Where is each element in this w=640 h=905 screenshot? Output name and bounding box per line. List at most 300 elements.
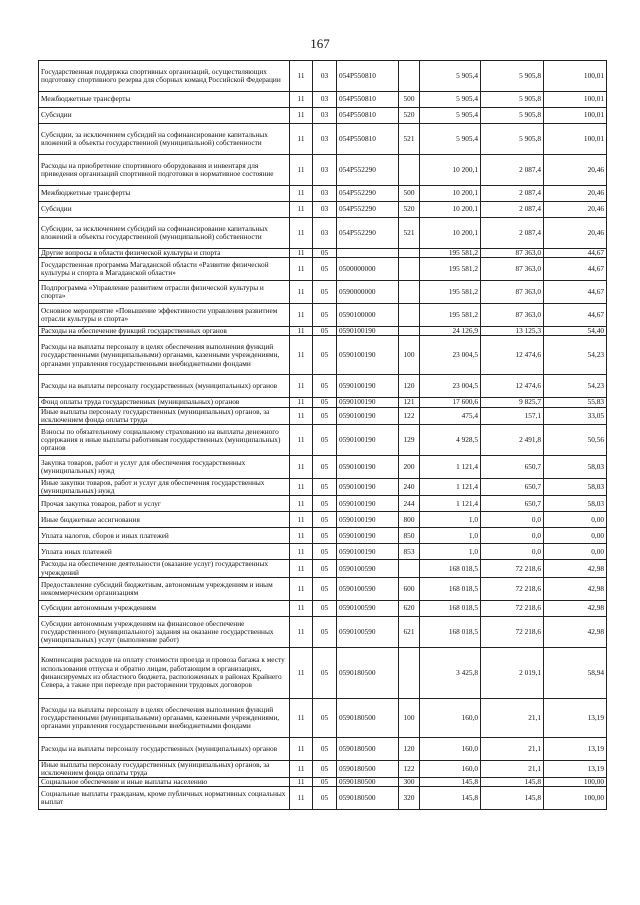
row-execution-percent: 54,23 bbox=[544, 336, 607, 375]
row-execution-percent: 55,83 bbox=[544, 398, 607, 407]
row-subsection: 03 bbox=[313, 92, 337, 108]
row-target-article: 0590100190 bbox=[337, 407, 399, 424]
row-expense-type: 521 bbox=[399, 218, 420, 249]
row-execution-percent: 58,94 bbox=[544, 647, 607, 698]
row-plan-value: 1,0 bbox=[420, 528, 481, 544]
row-subsection: 03 bbox=[313, 124, 337, 155]
row-target-article: 0590100590 bbox=[337, 600, 399, 616]
row-name: Уплата налогов, сборов и иных платежей bbox=[39, 528, 290, 544]
row-plan-value: 1,0 bbox=[420, 544, 481, 560]
row-name: Субсидии, за исключением субсидий на софинансирование капитальных вложений в объекты государственной (муниципальной) собственности bbox=[39, 218, 290, 249]
table-row bbox=[39, 787, 607, 810]
table-row bbox=[39, 249, 607, 258]
table-row bbox=[39, 512, 607, 528]
row-execution-percent: 20,46 bbox=[544, 202, 607, 218]
row-name: Расходы на приобретение спортивного оборудования и инвентаря для приведения организаций спортивной подготовки в нормативное состояние bbox=[39, 155, 290, 186]
row-execution-percent: 100,00 bbox=[544, 778, 607, 787]
row-execution-percent: 13,19 bbox=[544, 698, 607, 737]
row-execution-percent: 100,01 bbox=[544, 124, 607, 155]
row-section: 11 bbox=[290, 698, 313, 737]
row-target-article: 0500000000 bbox=[337, 258, 399, 281]
row-target-article: 0590100190 bbox=[337, 425, 399, 456]
table-row bbox=[39, 375, 607, 398]
row-subsection: 03 bbox=[313, 202, 337, 218]
row-name: Межбюджетные трансферты bbox=[39, 186, 290, 202]
row-plan-value: 10 200,1 bbox=[420, 186, 481, 202]
row-execution-percent: 13,19 bbox=[544, 737, 607, 760]
row-section: 11 bbox=[290, 456, 313, 479]
row-plan-value: 168 018,5 bbox=[420, 560, 481, 577]
row-plan-value: 160,0 bbox=[420, 760, 481, 777]
row-name: Субсидии автономным учреждениям на финансовое обеспечение государственного (муниципального) задания на оказание государственных (муниципальных) услуг (выполнение работ) bbox=[39, 616, 290, 647]
row-name: Государственная программа Магаданской области «Развитие физической культуры и спорта в Магаданской области» bbox=[39, 258, 290, 281]
table-row bbox=[39, 456, 607, 479]
row-actual-value: 21,1 bbox=[481, 737, 544, 760]
row-section: 11 bbox=[290, 281, 313, 304]
row-target-article: 0590180500 bbox=[337, 737, 399, 760]
row-expense-type: 850 bbox=[399, 528, 420, 544]
row-execution-percent: 44,67 bbox=[544, 281, 607, 304]
row-subsection: 05 bbox=[313, 647, 337, 698]
row-execution-percent: 33,05 bbox=[544, 407, 607, 424]
row-expense-type bbox=[399, 249, 420, 258]
table-row bbox=[39, 407, 607, 424]
row-subsection: 05 bbox=[313, 616, 337, 647]
row-plan-value: 168 018,5 bbox=[420, 600, 481, 616]
row-expense-type: 244 bbox=[399, 496, 420, 512]
row-expense-type: 100 bbox=[399, 336, 420, 375]
row-expense-type bbox=[399, 327, 420, 336]
table-row bbox=[39, 600, 607, 616]
row-actual-value: 21,1 bbox=[481, 698, 544, 737]
row-target-article: 0590100000 bbox=[337, 304, 399, 327]
row-plan-value: 195 581,2 bbox=[420, 304, 481, 327]
row-execution-percent: 100,01 bbox=[544, 61, 607, 92]
row-expense-type: 122 bbox=[399, 407, 420, 424]
row-plan-value: 1 121,4 bbox=[420, 479, 481, 496]
row-name: Расходы на выплаты персоналу в целях обеспечения выполнения функций государственными (муниципальными) органами, казенными учреждениями, органами управления государственными внебюджетными фондами bbox=[39, 698, 290, 737]
row-actual-value: 650,7 bbox=[481, 456, 544, 479]
row-expense-type bbox=[399, 155, 420, 186]
row-expense-type: 853 bbox=[399, 544, 420, 560]
row-actual-value: 72 218,6 bbox=[481, 616, 544, 647]
row-plan-value: 5 905,4 bbox=[420, 61, 481, 92]
row-section: 11 bbox=[290, 560, 313, 577]
table-row bbox=[39, 616, 607, 647]
row-actual-value: 650,7 bbox=[481, 479, 544, 496]
row-subsection: 05 bbox=[313, 375, 337, 398]
row-section: 11 bbox=[290, 218, 313, 249]
row-expense-type: 122 bbox=[399, 760, 420, 777]
row-name: Уплата иных платежей bbox=[39, 544, 290, 560]
row-execution-percent: 54,23 bbox=[544, 375, 607, 398]
row-actual-value: 13 125,3 bbox=[481, 327, 544, 336]
row-name: Другие вопросы в области физической культуры и спорта bbox=[39, 249, 290, 258]
row-plan-value: 1,0 bbox=[420, 512, 481, 528]
row-actual-value: 5 905,8 bbox=[481, 108, 544, 124]
row-actual-value: 5 905,8 bbox=[481, 61, 544, 92]
row-name: Межбюджетные трансферты bbox=[39, 92, 290, 108]
row-execution-percent: 44,67 bbox=[544, 304, 607, 327]
row-name: Социальное обеспечение и иные выплаты населению bbox=[39, 778, 290, 787]
row-plan-value: 3 425,8 bbox=[420, 647, 481, 698]
row-section: 11 bbox=[290, 398, 313, 407]
row-target-article: 0590100190 bbox=[337, 336, 399, 375]
row-section: 11 bbox=[290, 186, 313, 202]
row-section: 11 bbox=[290, 577, 313, 600]
row-expense-type bbox=[399, 647, 420, 698]
row-execution-percent: 20,46 bbox=[544, 218, 607, 249]
row-name: Государственная поддержка спортивных организаций, осуществляющих подготовку спортивного резерва для сборных команд Российской Федерации bbox=[39, 61, 290, 92]
row-subsection: 05 bbox=[313, 737, 337, 760]
table-row bbox=[39, 281, 607, 304]
row-name: Основное мероприятие «Повышение эффективности управления развитием отрасли культуры и спорта» bbox=[39, 304, 290, 327]
row-actual-value: 87 363,0 bbox=[481, 281, 544, 304]
row-section: 11 bbox=[290, 778, 313, 787]
row-name: Субсидии автономным учреждениям bbox=[39, 600, 290, 616]
row-execution-percent: 44,67 bbox=[544, 258, 607, 281]
table-row bbox=[39, 544, 607, 560]
row-subsection: 05 bbox=[313, 560, 337, 577]
table-row bbox=[39, 528, 607, 544]
row-section: 11 bbox=[290, 61, 313, 92]
row-name: Иные закупки товаров, работ и услуг для обеспечения государственных (муниципальных) нужд bbox=[39, 479, 290, 496]
row-target-article: 0590100190 bbox=[337, 544, 399, 560]
row-subsection: 05 bbox=[313, 577, 337, 600]
row-section: 11 bbox=[290, 512, 313, 528]
row-plan-value: 10 200,1 bbox=[420, 218, 481, 249]
row-target-article: 0590100190 bbox=[337, 528, 399, 544]
row-plan-value: 1 121,4 bbox=[420, 496, 481, 512]
row-execution-percent: 58,03 bbox=[544, 479, 607, 496]
row-section: 11 bbox=[290, 375, 313, 398]
row-section: 11 bbox=[290, 155, 313, 186]
row-execution-percent: 0,00 bbox=[544, 528, 607, 544]
row-actual-value: 145,8 bbox=[481, 787, 544, 810]
row-actual-value: 72 218,6 bbox=[481, 600, 544, 616]
row-name: Закупка товаров, работ и услуг для обеспечения государственных (муниципальных) нужд bbox=[39, 456, 290, 479]
row-expense-type: 520 bbox=[399, 202, 420, 218]
row-actual-value: 157,1 bbox=[481, 407, 544, 424]
row-section: 11 bbox=[290, 336, 313, 375]
table-row bbox=[39, 425, 607, 456]
row-section: 11 bbox=[290, 407, 313, 424]
row-expense-type: 240 bbox=[399, 479, 420, 496]
row-expense-type: 621 bbox=[399, 616, 420, 647]
row-plan-value: 23 004,5 bbox=[420, 375, 481, 398]
row-name: Социальные выплаты гражданам, кроме публичных нормативных социальных выплат bbox=[39, 787, 290, 810]
row-plan-value: 5 905,4 bbox=[420, 108, 481, 124]
row-name: Иные выплаты персоналу государственных (муниципальных) органов, за исключением фонда оплаты труда bbox=[39, 407, 290, 424]
row-subsection: 05 bbox=[313, 698, 337, 737]
table-row bbox=[39, 92, 607, 108]
row-section: 11 bbox=[290, 737, 313, 760]
row-actual-value: 9 825,7 bbox=[481, 398, 544, 407]
row-plan-value: 17 600,6 bbox=[420, 398, 481, 407]
row-expense-type: 600 bbox=[399, 577, 420, 600]
row-target-article: 0590100190 bbox=[337, 327, 399, 336]
row-section: 11 bbox=[290, 787, 313, 810]
row-target-article: 0590100590 bbox=[337, 560, 399, 577]
row-subsection: 05 bbox=[313, 258, 337, 281]
row-target-article: 0590180500 bbox=[337, 778, 399, 787]
row-subsection: 03 bbox=[313, 155, 337, 186]
row-plan-value: 475,4 bbox=[420, 407, 481, 424]
row-execution-percent: 42,98 bbox=[544, 616, 607, 647]
row-expense-type: 121 bbox=[399, 398, 420, 407]
row-expense-type: 320 bbox=[399, 787, 420, 810]
row-subsection: 05 bbox=[313, 407, 337, 424]
row-plan-value: 1 121,4 bbox=[420, 456, 481, 479]
row-target-article: 054P550810 bbox=[337, 108, 399, 124]
row-name: Расходы на обеспечение деятельности (оказание услуг) государственных учреждений bbox=[39, 560, 290, 577]
row-target-article: 054P552290 bbox=[337, 218, 399, 249]
row-name: Расходы на выплаты персоналу государственных (муниципальных) органов bbox=[39, 375, 290, 398]
page-number: 167 bbox=[310, 36, 330, 51]
row-subsection: 05 bbox=[313, 336, 337, 375]
row-name: Расходы на обеспечение функций государственных органов bbox=[39, 327, 290, 336]
row-subsection: 05 bbox=[313, 456, 337, 479]
row-section: 11 bbox=[290, 124, 313, 155]
row-execution-percent: 42,98 bbox=[544, 600, 607, 616]
row-plan-value: 23 004,5 bbox=[420, 336, 481, 375]
row-actual-value: 0,0 bbox=[481, 512, 544, 528]
row-name: Предоставление субсидий бюджетным, автономным учреждениям и иным некоммерческим организациям bbox=[39, 577, 290, 600]
row-actual-value: 145,8 bbox=[481, 778, 544, 787]
row-subsection: 05 bbox=[313, 281, 337, 304]
row-expense-type: 300 bbox=[399, 778, 420, 787]
table-row bbox=[39, 577, 607, 600]
row-plan-value: 145,8 bbox=[420, 787, 481, 810]
row-expense-type: 129 bbox=[399, 425, 420, 456]
row-target-article bbox=[337, 249, 399, 258]
table-row bbox=[39, 61, 607, 92]
table-body bbox=[39, 61, 607, 810]
row-section: 11 bbox=[290, 304, 313, 327]
row-section: 11 bbox=[290, 616, 313, 647]
row-execution-percent: 13,19 bbox=[544, 760, 607, 777]
row-execution-percent: 42,98 bbox=[544, 577, 607, 600]
row-subsection: 05 bbox=[313, 327, 337, 336]
table-row bbox=[39, 327, 607, 336]
row-target-article: 0590100190 bbox=[337, 375, 399, 398]
row-subsection: 05 bbox=[313, 544, 337, 560]
row-actual-value: 87 363,0 bbox=[481, 249, 544, 258]
row-expense-type bbox=[399, 61, 420, 92]
row-execution-percent: 20,46 bbox=[544, 155, 607, 186]
row-target-article: 0590180500 bbox=[337, 698, 399, 737]
table-row bbox=[39, 560, 607, 577]
row-plan-value: 10 200,1 bbox=[420, 155, 481, 186]
row-actual-value: 2 087,4 bbox=[481, 218, 544, 249]
row-actual-value: 12 474,6 bbox=[481, 375, 544, 398]
row-target-article: 0590100190 bbox=[337, 512, 399, 528]
row-target-article: 0590180500 bbox=[337, 787, 399, 810]
row-name: Субсидии bbox=[39, 108, 290, 124]
row-section: 11 bbox=[290, 760, 313, 777]
row-target-article: 0590100590 bbox=[337, 577, 399, 600]
table-row bbox=[39, 496, 607, 512]
row-section: 11 bbox=[290, 249, 313, 258]
row-execution-percent: 0,00 bbox=[544, 512, 607, 528]
row-section: 11 bbox=[290, 202, 313, 218]
row-target-article: 0590180500 bbox=[337, 760, 399, 777]
row-subsection: 05 bbox=[313, 760, 337, 777]
row-name: Подпрограмма «Управление развитием отрасли физической культуры и спорта» bbox=[39, 281, 290, 304]
table-row bbox=[39, 737, 607, 760]
row-execution-percent: 54,40 bbox=[544, 327, 607, 336]
row-expense-type: 620 bbox=[399, 600, 420, 616]
row-section: 11 bbox=[290, 544, 313, 560]
table-row bbox=[39, 479, 607, 496]
row-plan-value: 5 905,4 bbox=[420, 124, 481, 155]
row-expense-type: 120 bbox=[399, 737, 420, 760]
row-plan-value: 10 200,1 bbox=[420, 202, 481, 218]
row-plan-value: 4 928,5 bbox=[420, 425, 481, 456]
row-actual-value: 2 087,4 bbox=[481, 186, 544, 202]
row-actual-value: 5 905,8 bbox=[481, 124, 544, 155]
row-actual-value: 87 363,0 bbox=[481, 258, 544, 281]
row-section: 11 bbox=[290, 600, 313, 616]
row-subsection: 05 bbox=[313, 496, 337, 512]
row-expense-type bbox=[399, 304, 420, 327]
row-plan-value: 5 905,4 bbox=[420, 92, 481, 108]
row-name: Расходы на выплаты персоналу в целях обеспечения выполнения функций государственными (муниципальными) органами, казенными учреждениями, органами управления государственными внебюджетными фондами bbox=[39, 336, 290, 375]
row-target-article: 0590180500 bbox=[337, 647, 399, 698]
row-target-article: 054P550810 bbox=[337, 61, 399, 92]
row-section: 11 bbox=[290, 92, 313, 108]
row-subsection: 03 bbox=[313, 108, 337, 124]
row-plan-value: 195 581,2 bbox=[420, 249, 481, 258]
row-actual-value: 87 363,0 bbox=[481, 304, 544, 327]
row-actual-value: 72 218,6 bbox=[481, 560, 544, 577]
row-name: Компенсация расходов на оплату стоимости проезда и провоза багажа к месту использования отпуска и обратно лицам, работающим в организациях, финансируемых из областного бюджета, расположенных в районах Крайнего Севера, а также при переезде при расторжении трудовых договоров bbox=[39, 647, 290, 698]
row-plan-value: 195 581,2 bbox=[420, 281, 481, 304]
row-subsection: 05 bbox=[313, 600, 337, 616]
table-row bbox=[39, 647, 607, 698]
table-row bbox=[39, 202, 607, 218]
row-section: 11 bbox=[290, 258, 313, 281]
row-expense-type: 800 bbox=[399, 512, 420, 528]
row-name: Субсидии bbox=[39, 202, 290, 218]
row-subsection: 03 bbox=[313, 186, 337, 202]
row-plan-value: 195 581,2 bbox=[420, 258, 481, 281]
row-execution-percent: 20,46 bbox=[544, 186, 607, 202]
budget-table bbox=[38, 60, 607, 810]
row-expense-type: 500 bbox=[399, 186, 420, 202]
row-name: Иные выплаты персоналу государственных (муниципальных) органов, за исключением фонда оплаты труда bbox=[39, 760, 290, 777]
row-actual-value: 2 087,4 bbox=[481, 155, 544, 186]
row-name: Расходы на выплаты персоналу государственных (муниципальных) органов bbox=[39, 737, 290, 760]
row-expense-type: 120 bbox=[399, 375, 420, 398]
row-subsection: 05 bbox=[313, 398, 337, 407]
row-execution-percent: 50,56 bbox=[544, 425, 607, 456]
row-section: 11 bbox=[290, 108, 313, 124]
row-subsection: 05 bbox=[313, 778, 337, 787]
row-subsection: 03 bbox=[313, 61, 337, 92]
row-expense-type: 520 bbox=[399, 108, 420, 124]
row-subsection: 05 bbox=[313, 249, 337, 258]
row-actual-value: 2 019,1 bbox=[481, 647, 544, 698]
row-target-article: 0590100190 bbox=[337, 479, 399, 496]
row-execution-percent: 42,98 bbox=[544, 560, 607, 577]
row-name: Прочая закупка товаров, работ и услуг bbox=[39, 496, 290, 512]
row-expense-type bbox=[399, 560, 420, 577]
row-subsection: 05 bbox=[313, 528, 337, 544]
table-row bbox=[39, 698, 607, 737]
row-subsection: 05 bbox=[313, 787, 337, 810]
row-execution-percent: 58,03 bbox=[544, 496, 607, 512]
row-expense-type bbox=[399, 258, 420, 281]
row-name: Взносы по обязательному социальному страхованию на выплаты денежного содержания и иные выплаты работникам государственных (муниципальных) органов bbox=[39, 425, 290, 456]
row-execution-percent: 0,00 bbox=[544, 544, 607, 560]
row-subsection: 03 bbox=[313, 218, 337, 249]
row-expense-type: 521 bbox=[399, 124, 420, 155]
row-subsection: 05 bbox=[313, 304, 337, 327]
row-target-article: 0590100190 bbox=[337, 398, 399, 407]
row-name: Субсидии, за исключением субсидий на софинансирование капитальных вложений в объекты государственной (муниципальной) собственности bbox=[39, 124, 290, 155]
row-plan-value: 168 018,5 bbox=[420, 616, 481, 647]
row-actual-value: 2 491,8 bbox=[481, 425, 544, 456]
row-target-article: 0590100190 bbox=[337, 496, 399, 512]
row-section: 11 bbox=[290, 528, 313, 544]
row-target-article: 054P552290 bbox=[337, 186, 399, 202]
row-target-article: 054P552290 bbox=[337, 202, 399, 218]
row-subsection: 05 bbox=[313, 512, 337, 528]
row-actual-value: 5 905,8 bbox=[481, 92, 544, 108]
table-row bbox=[39, 258, 607, 281]
row-expense-type: 200 bbox=[399, 456, 420, 479]
row-plan-value: 160,0 bbox=[420, 737, 481, 760]
row-expense-type bbox=[399, 281, 420, 304]
row-actual-value: 12 474,6 bbox=[481, 336, 544, 375]
table-row bbox=[39, 778, 607, 787]
table-row bbox=[39, 336, 607, 375]
row-section: 11 bbox=[290, 327, 313, 336]
row-section: 11 bbox=[290, 647, 313, 698]
row-target-article: 0590100590 bbox=[337, 616, 399, 647]
table-row bbox=[39, 108, 607, 124]
row-expense-type: 500 bbox=[399, 92, 420, 108]
row-target-article: 054P550810 bbox=[337, 124, 399, 155]
table-row bbox=[39, 124, 607, 155]
row-execution-percent: 100,01 bbox=[544, 108, 607, 124]
row-actual-value: 72 218,6 bbox=[481, 577, 544, 600]
row-name: Фонд оплаты труда государственных (муниципальных) органов bbox=[39, 398, 290, 407]
row-target-article: 054P550810 bbox=[337, 92, 399, 108]
row-plan-value: 168 018,5 bbox=[420, 577, 481, 600]
row-target-article: 0590000000 bbox=[337, 281, 399, 304]
row-actual-value: 0,0 bbox=[481, 528, 544, 544]
row-execution-percent: 44,67 bbox=[544, 249, 607, 258]
row-plan-value: 145,8 bbox=[420, 778, 481, 787]
row-actual-value: 21,1 bbox=[481, 760, 544, 777]
table-row bbox=[39, 218, 607, 249]
table-row bbox=[39, 760, 607, 777]
row-actual-value: 0,0 bbox=[481, 544, 544, 560]
row-subsection: 05 bbox=[313, 425, 337, 456]
row-expense-type: 100 bbox=[399, 698, 420, 737]
table-row bbox=[39, 398, 607, 407]
row-name: Иные бюджетные ассигнования bbox=[39, 512, 290, 528]
row-target-article: 0590100190 bbox=[337, 456, 399, 479]
table-row bbox=[39, 155, 607, 186]
row-execution-percent: 58,03 bbox=[544, 456, 607, 479]
row-actual-value: 650,7 bbox=[481, 496, 544, 512]
row-section: 11 bbox=[290, 479, 313, 496]
row-actual-value: 2 087,4 bbox=[481, 202, 544, 218]
row-section: 11 bbox=[290, 425, 313, 456]
